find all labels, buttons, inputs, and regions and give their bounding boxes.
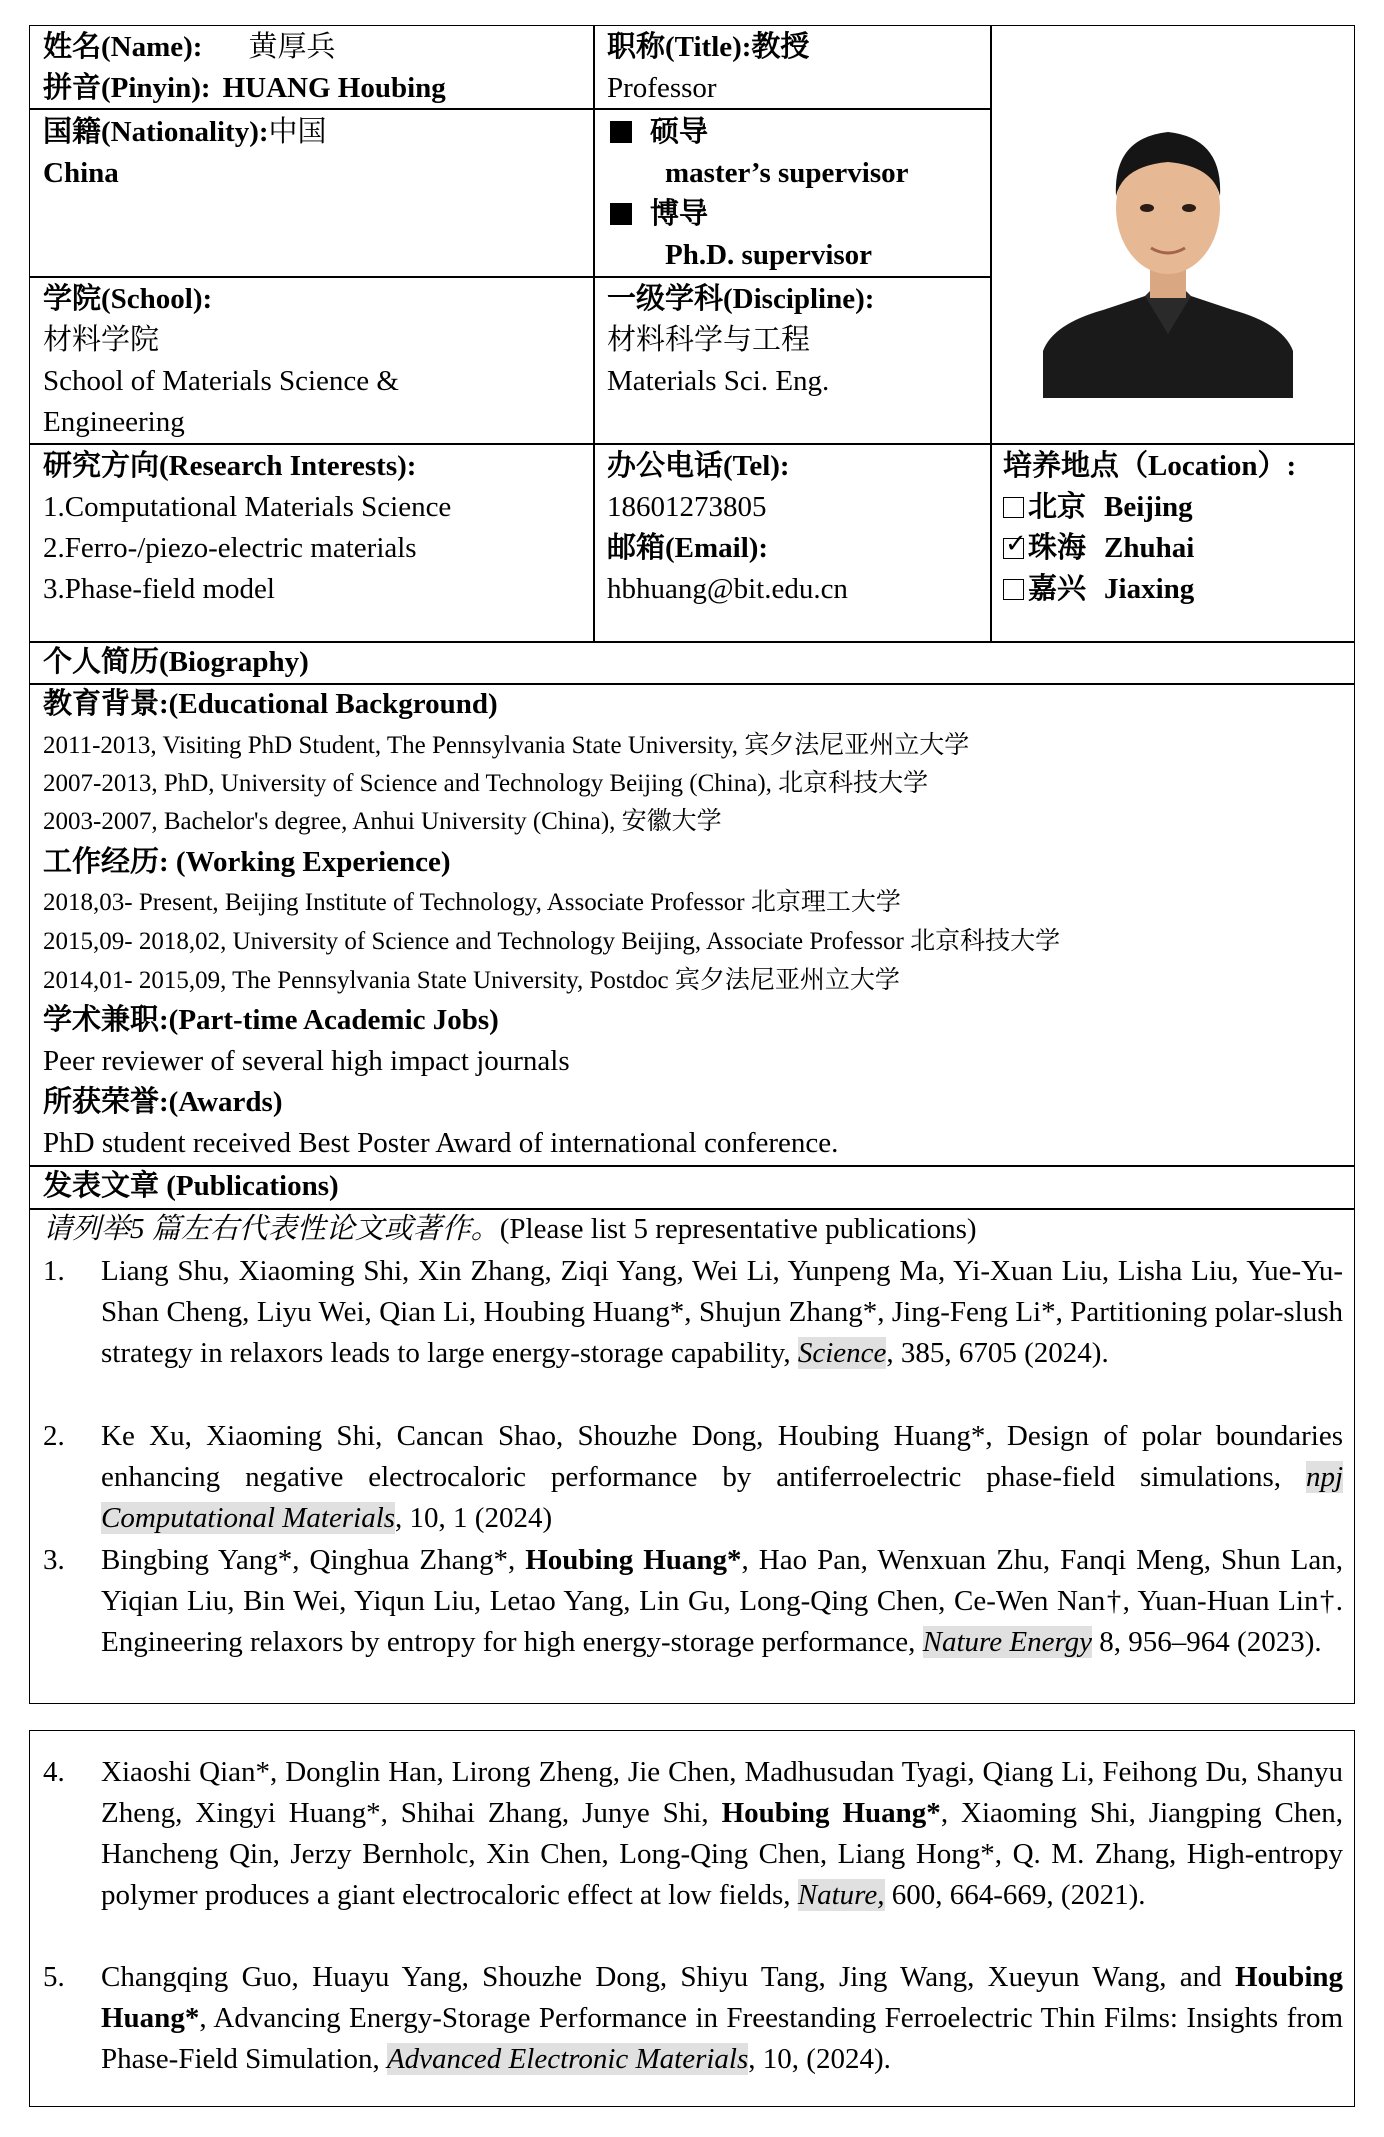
location-en: Beijing xyxy=(1104,491,1193,523)
location-en: Jiaxing xyxy=(1104,573,1195,605)
nationality-en: China xyxy=(43,157,119,189)
title-en: Professor xyxy=(607,72,717,104)
nationality-label: 国籍(Nationality): xyxy=(43,116,269,148)
school-en-line1: School of Materials Science & xyxy=(43,365,399,397)
work-title: 工作经历: (Working Experience) xyxy=(43,846,451,878)
location-cell xyxy=(1003,446,1296,610)
profile-photo xyxy=(1043,96,1293,398)
location-option-beijing[interactable] xyxy=(1003,487,1296,528)
edu-title: 教育背景:(Educational Background) xyxy=(43,688,498,720)
col-divider xyxy=(990,26,992,641)
publication-highlight-author: Houbing Huang* xyxy=(525,1544,742,1576)
publication-item xyxy=(43,1416,1343,1539)
person-portrait-icon xyxy=(1043,96,1293,398)
awards-title: 所获荣誉:(Awards) xyxy=(43,1086,283,1118)
instruction-en: (Please list 5 representative publications) xyxy=(499,1213,977,1245)
edu-item: 2011-2013, Visiting PhD Student, The Pennsylvania State University, 宾夕法尼亚州立大学 xyxy=(43,732,970,759)
tel-label: 办公电话(Tel): xyxy=(607,450,790,482)
location-option-jiaxing[interactable] xyxy=(1003,569,1296,610)
awards-text: PhD student received Best Poster Award of international conference. xyxy=(43,1127,839,1159)
filled-square-icon xyxy=(610,203,632,225)
publication-number: 5. xyxy=(43,1961,65,1993)
publication-journal: Advanced Electronic Materials xyxy=(386,2043,749,2075)
publication-item xyxy=(43,1752,1343,1916)
checkbox-icon[interactable] xyxy=(1003,497,1024,518)
location-cn: 珠海 xyxy=(1028,532,1087,564)
master-en: master’s supervisor xyxy=(665,157,909,189)
nationality-cn: 中国 xyxy=(268,116,327,148)
work-item: 2015,09- 2018,02, University of Science and Technology Beijing, Associate Professor 北京科技大学 xyxy=(43,928,1061,955)
name-value: 黄厚兵 xyxy=(248,31,336,63)
publication-number: 1. xyxy=(43,1255,65,1287)
publication-authors: Changqing Guo, Huayu Yang, Shouzhe Dong, Shiyu Tang, Jing Wang, Xueyun Wang, and xyxy=(101,1961,1235,1993)
publication-journal: npj Computational Materials xyxy=(101,1461,1343,1534)
publication-details: 600, 664-669, (2021). xyxy=(884,1879,1146,1911)
location-cn: 嘉兴 xyxy=(1028,573,1087,605)
row-divider xyxy=(30,443,1354,445)
location-option-zhuhai[interactable] xyxy=(1003,528,1296,569)
school-cn: 材料学院 xyxy=(43,324,160,356)
work-item: 2018,03- Present, Beijing Institute of Technology, Associate Professor 北京理工大学 xyxy=(43,889,901,916)
publication-authors: Ke Xu, Xiaoming Shi, Cancan Shao, Shouzhe Dong, Houbing Huang*, Design of polar boundaries enhancing negative electrocaloric performance by antiferroelectric phase-field simulations, xyxy=(101,1420,1343,1493)
publication-number: 3. xyxy=(43,1544,65,1576)
title-cell xyxy=(607,27,809,109)
research-item: 2.Ferro-/piezo-electric materials xyxy=(43,532,417,564)
publication-journal: Science xyxy=(797,1337,887,1369)
discipline-cell xyxy=(607,279,874,402)
row-divider xyxy=(30,276,990,278)
nationality-cell xyxy=(43,112,327,194)
publication-number: 2. xyxy=(43,1420,65,1452)
title-label: 职称(Title):教授 xyxy=(607,31,810,63)
publication-details: , 10, (2024). xyxy=(748,2043,891,2075)
research-item: 3.Phase-field model xyxy=(43,573,275,605)
publication-item xyxy=(43,1957,1343,2080)
publication-item xyxy=(43,1251,1343,1374)
checked-checkbox-icon[interactable]: ✓ xyxy=(1005,529,1027,558)
email-label: 邮箱(Email): xyxy=(607,532,769,564)
publication-highlight-author: Houbing Huang* xyxy=(721,1797,941,1829)
school-cell xyxy=(43,279,399,443)
publications-title: 发表文章 (Publications) xyxy=(43,1170,339,1202)
publication-authors: Bingbing Yang*, Qinghua Zhang*, xyxy=(101,1544,526,1576)
discipline-cn: 材料科学与工程 xyxy=(607,324,811,356)
discipline-en: Materials Sci. Eng. xyxy=(607,365,830,397)
publication-authors: Xiaoshi Qian*, Donglin Han, Lirong Zheng, Jie Chen, Madhusudan Tyagi, Qiang Li, Feihong Du, Shanyu Zheng, Xingyi Huang*, Shihai Zhang, Junye Shi, xyxy=(101,1756,1343,1829)
location-en: Zhuhai xyxy=(1104,532,1195,564)
publication-details: , 10, 1 (2024) xyxy=(395,1502,553,1534)
name-cell xyxy=(43,27,446,109)
publications-continued-table xyxy=(29,1730,1355,2107)
research-cell xyxy=(43,446,451,610)
filled-square-icon xyxy=(610,121,632,143)
pinyin-value: HUANG Houbing xyxy=(222,72,446,104)
publication-number: 4. xyxy=(43,1756,65,1788)
jobs-title: 学术兼职:(Part-time Academic Jobs) xyxy=(43,1004,499,1036)
school-en-line2: Engineering xyxy=(43,406,185,438)
pinyin-label: 拼音(Pinyin): xyxy=(43,72,211,104)
contact-cell xyxy=(607,446,848,610)
research-label: 研究方向(Research Interests): xyxy=(43,450,417,482)
location-cn: 北京 xyxy=(1028,491,1087,523)
publication-details: , 385, 6705 (2024). xyxy=(886,1337,1109,1369)
publications-instruction xyxy=(43,1209,977,1250)
phd-cn: 博导 xyxy=(650,198,709,230)
discipline-label: 一级学科(Discipline): xyxy=(607,283,875,315)
publication-details: 8, 956–964 (2023). xyxy=(1092,1626,1322,1658)
publication-authors-rest: , Advancing Energy-Storage Performance in Freestanding Ferroelectric Thin Films: Insights from Phase-Field Simulation, xyxy=(101,2002,1343,2075)
instruction-cn: 请列举5 篇左右代表性论文或著作。 xyxy=(43,1213,500,1245)
publication-highlight-author: Houbing Huang* xyxy=(101,1961,1343,2034)
col-divider xyxy=(593,26,595,641)
edu-item: 2003-2007, Bachelor's degree, Anhui University (China), 安徽大学 xyxy=(43,808,722,835)
work-item: 2014,01- 2015,09, The Pennsylvania State University, Postdoc 宾夕法尼亚州立大学 xyxy=(43,967,900,994)
research-item: 1.Computational Materials Science xyxy=(43,491,452,523)
edu-item: 2007-2013, PhD, University of Science and Technology Beijing (China), 北京科技大学 xyxy=(43,770,929,797)
supervisor-cell xyxy=(610,112,908,276)
publication-authors: Liang Shu, Xiaoming Shi, Xin Zhang, Ziqi Yang, Wei Li, Yunpeng Ma, Yi-Xuan Liu, Lisha Liu, Yue-Yu-Shan Cheng, Liyu Wei, Qian Li, Houbing Huang*, Shujun Zhang*, Jing-Feng Li*, Partitioning polar-slush strategy in relaxors leads to large energy-storage capability, xyxy=(101,1255,1343,1369)
publication-journal: Nature, xyxy=(797,1879,885,1911)
publication-authors-rest: , Xiaoming Shi, Jiangping Chen, Hancheng Qin, Jerzy Bernholc, Xin Chen, Long-Qing Chen, Liang Hong*, Q. M. Zhang, High-entropy polymer produces a giant electrocaloric effect at low fields, xyxy=(101,1797,1343,1911)
publication-journal: Nature Energy xyxy=(922,1626,1093,1658)
jobs-text: Peer reviewer of several high impact journals xyxy=(43,1045,570,1077)
master-cn: 硕导 xyxy=(650,116,709,148)
biography-title: 个人简历(Biography) xyxy=(43,646,309,678)
checkbox-icon[interactable] xyxy=(1003,579,1024,600)
publication-item xyxy=(43,1540,1343,1663)
school-label: 学院(School): xyxy=(43,283,213,315)
name-label: 姓名(Name): xyxy=(43,31,203,63)
tel-value: 18601273805 xyxy=(607,491,767,523)
email-value: hbhuang@bit.edu.cn xyxy=(607,573,848,605)
location-label: 培养地点（Location）: xyxy=(1003,450,1297,482)
publication-authors-rest: , Hao Pan, Wenxuan Zhu, Fanqi Meng, Shun Lan, Yiqian Liu, Bin Wei, Yiqun Liu, Letao Yang, Lin Gu, Long-Qing Chen, Ce-Wen Nan†, Yuan-Huan Lin†. Engineering relaxors by entropy for high energy-storage performance, xyxy=(101,1544,1343,1658)
phd-en: Ph.D. supervisor xyxy=(665,239,873,271)
